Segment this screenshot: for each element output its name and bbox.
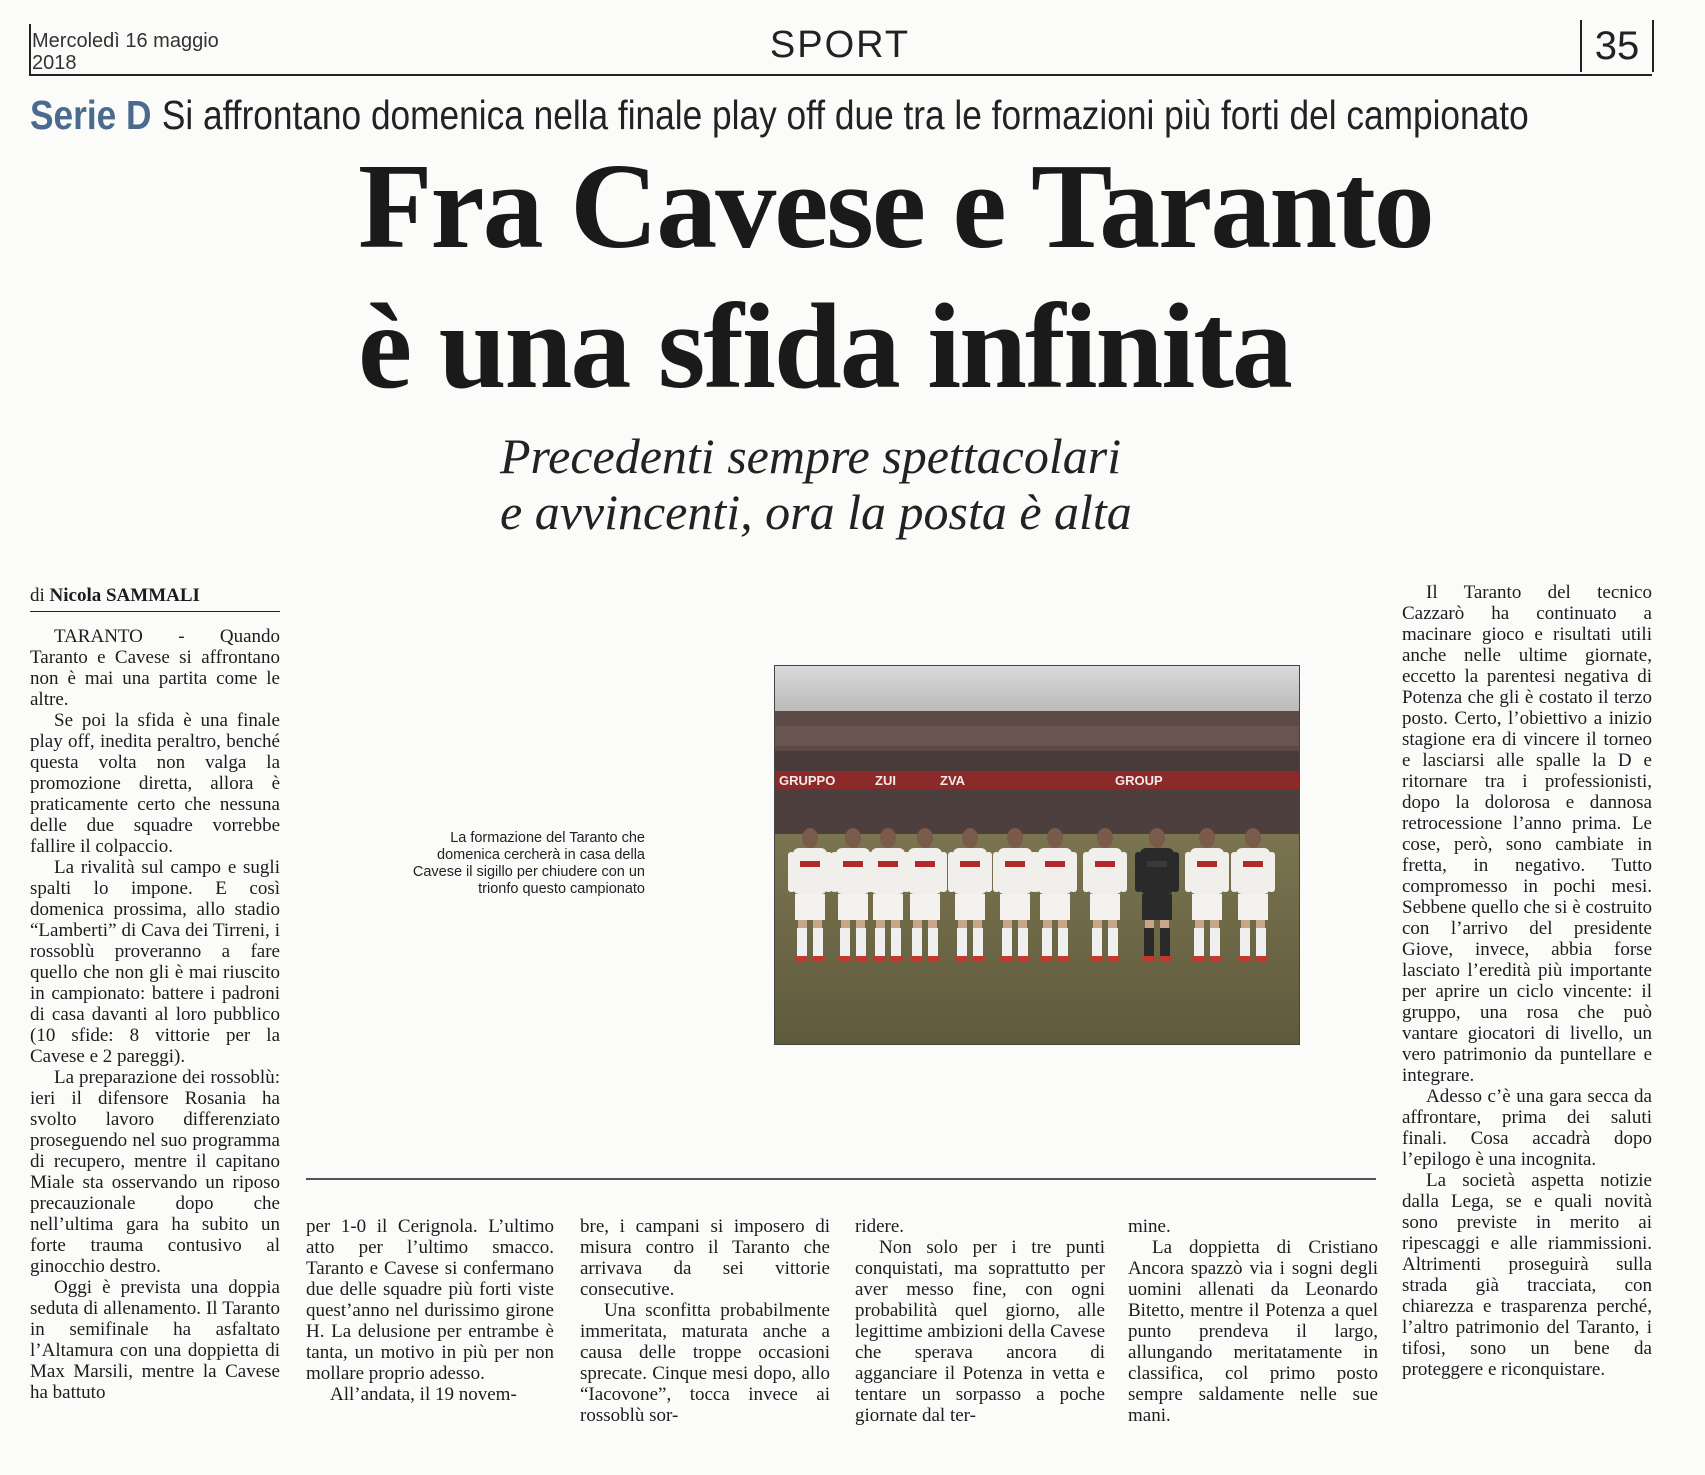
stand-banner (775, 771, 1299, 789)
byline-author: Nicola SAMMALI (49, 585, 200, 606)
paragraph: Una sconfitta probabilmente immeritata, maturata anche a causa delle troppe occasioni sprecate. Cinque mesi dopo, allo “Iacovone”, tocca invece ai rossoblù sor- (580, 1300, 830, 1426)
paragraph: ridere. (855, 1216, 905, 1237)
article-column-2 (306, 1216, 554, 1405)
page-number: 35 (1594, 24, 1640, 68)
banner-text-2: ZUI (875, 773, 896, 788)
team-photo-illustration (775, 666, 1299, 1044)
team-photo (774, 665, 1300, 1045)
paragraph: Adesso c’è una gara secca da affrontare, prima dei saluti finali. Cosa accadrà dopo l’epilogo è una incognita. (1402, 1086, 1652, 1170)
section-title: SPORT (769, 24, 911, 66)
article-column-5 (1128, 1216, 1378, 1426)
kicker-tag: Serie D (30, 92, 152, 138)
issue-date (32, 30, 262, 74)
byline-prefix: di (30, 585, 45, 606)
paragraph: Se poi la sfida è una finale play off, inedita peraltro, benché questa volta non valga la promozione diretta, allora è praticamente certo che nessuna delle due squadre vorrebbe fallire il colpaccio. (30, 710, 280, 857)
headline-line-2: è una sfida infinita (358, 279, 1291, 414)
paragraph: All’andata, il 19 novem- (330, 1384, 517, 1405)
article-column-3 (580, 1216, 830, 1426)
paragraph: mine. (1128, 1216, 1171, 1237)
headline-line-1: Fra Cavese e Taranto (358, 139, 1433, 274)
column-divider (306, 1178, 1376, 1180)
paragraph: La società aspetta notizie dalla Lega, se e quali novità sono previste in merito ai ripescaggi e alle riammissioni. Altrimenti proseguirà sulla strada già tracciata, con chiarezza e trasparenza perché, l’altro patrimonio del Taranto, i tifosi, sono un bene da proteggere e riconquistare. (1402, 1170, 1652, 1380)
subtitle-line-2: e avvincenti, ora la posta è alta (500, 484, 1132, 540)
paragraph: Il Taranto del tecnico Cazzarò ha continuato a macinare gioco e risultati utili anche nelle ultime giornate, eccetto la parentesi negativa di Potenza che gli è costato il terzo posto. Certo, l’obiettivo a inizio stagione era di vincere il torneo e lasciarsi alle spalle la D e ritornare tra i professionisti, dopo la dolorosa e dannosa retrocessione l’anno prima. Le cose, però, sono cambiate in fretta, in negativo. Tutto compromesso in pochi mesi. Sebbene quello che si è costruito con l’arrivo del presidente Giove, invece, abbia forse lasciato l’eredità più importante per aprire un ciclo vincente: il gruppo, una rosa che può vantare giocatori di livello, un vero patrimonio da puntellare e integrare. (1402, 582, 1652, 1086)
article-column-6 (1402, 582, 1652, 1380)
banner-text-4: GROUP (1115, 773, 1163, 788)
article-column-1 (30, 626, 280, 1403)
paragraph: bre, i campani si imposero di misura contro il Taranto che arrivava da sei vittorie consecutive. (580, 1216, 830, 1300)
subtitle-line-1: Precedenti sempre spettacolari (500, 428, 1122, 484)
banner-text-1: GRUPPO (779, 773, 836, 788)
photo-caption: La formazione del Taranto che domenica cercherà in casa della Cavese il sigillo per chiudere con un trionfo questo campionato (412, 830, 645, 897)
paragraph: per 1-0 il Cerignola. L’ultimo atto per l’ultimo smacco. Taranto e Cavese si confermano due delle squadre più forti viste quest’anno nel durissimo girone H. La delusione per entrambe è tanta, un motivo in più per non mollare proprio adesso. (306, 1216, 554, 1384)
kicker-text: Si affrontano domenica nella finale play off due tra le formazioni più forti del campionato (161, 92, 1529, 138)
article-column-4 (855, 1216, 1105, 1426)
paragraph: Non solo per i tre punti conquistati, ma soprattutto per aver messo fine, con ogni probabilità quel giorno, alle legittime ambizioni della Cavese che sperava ancora di agganciare il Potenza in vetta e tentare un sorpasso a poche giornate dal ter- (855, 1237, 1105, 1426)
issue-date-line2: 2018 (32, 52, 77, 74)
banner-text-3: ZVA (940, 773, 966, 788)
byline (30, 585, 280, 612)
paragraph: Oggi è prevista una doppia seduta di allenamento. Il Taranto in semifinale ha asfaltato l’Altamura con una doppietta di Max Marsili, mentre la Cavese ha battuto (30, 1277, 280, 1403)
paragraph: La rivalità sul campo e sugli spalti lo impone. E così domenica prossima, allo stadio “Lamberti” di Cava dei Tirreni, i rossoblù proveranno a fare quello che non gli è mai riuscito in campionato: battere i padroni di casa davanti al loro pubblico (10 sfide: 8 vittorie per la Cavese e 2 pareggi). (30, 857, 280, 1067)
kicker (30, 92, 1529, 139)
header-rule (29, 74, 1652, 76)
paragraph: TARANTO - Quando Taranto e Cavese si affrontano non è mai una partita come le altre. (30, 626, 280, 710)
paragraph: La doppietta di Cristiano Ancora spazzò via i sogni degli uomini allenati da Leonardo Bitetto, mentre il Potenza a quel punto prendeva il largo, allungando meritatamente in classifica, col primo posto sempre saldamente nelle sue mani. (1128, 1237, 1378, 1426)
issue-date-line1: Mercoledì 16 maggio (32, 30, 219, 52)
header-left-rule (29, 24, 31, 76)
paragraph: La preparazione dei rossoblù: ieri il difensore Rosania ha svolto lavoro differenziato proseguendo nel suo programma di recupero, mentre il capitano Miale sta osservando un riposo precauzionale dopo che nell’ultima gara ha subito un forte trauma contusivo al ginocchio destro. (30, 1067, 280, 1277)
